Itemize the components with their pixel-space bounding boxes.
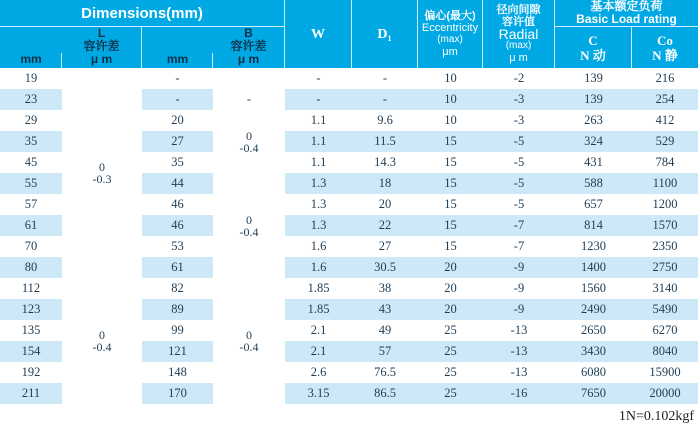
cell-d1: 57 — [352, 341, 418, 362]
cell-l-mm: 23 — [0, 89, 62, 110]
cell-d1: 14.3 — [374, 155, 396, 169]
header-ecc-um: μm — [442, 46, 458, 58]
cell-b-mm: 61 — [142, 257, 213, 278]
cell-b-mm: 170 — [142, 383, 213, 404]
header-w-label: W — [311, 26, 325, 42]
header-co-unit: N 静 — [652, 47, 678, 63]
header-c-label: C — [588, 32, 598, 48]
header-radial — [483, 0, 555, 68]
cell-w: - — [285, 89, 352, 110]
cell-b-mm: 44 — [142, 173, 213, 194]
header-c-dynamic — [555, 27, 632, 68]
header-radial-en: Radial — [498, 26, 539, 42]
header-l-mm-label: mm — [20, 52, 42, 66]
cell-radial: -9 — [483, 257, 555, 278]
header-basic-load-en: Basic Load rating — [576, 12, 677, 26]
cell-ecc: 25 — [418, 341, 483, 362]
cell-co: 2750 — [632, 257, 698, 278]
cell-b-mm: 46 — [142, 215, 213, 236]
header-basic-load-cn: 基本额定负荷 — [590, 0, 663, 13]
cell-w: 1.85 — [307, 281, 330, 295]
tolerance-cell: 0 -0.4 — [239, 328, 259, 354]
cell-co: 412 — [655, 113, 675, 127]
cell-radial: -3 — [483, 89, 555, 110]
cell-l-mm: 61 — [0, 215, 62, 236]
cell-c: 2490 — [555, 299, 632, 320]
cell-c: 431 — [584, 155, 603, 169]
cell-co: 1200 — [652, 197, 678, 211]
cell-d1: 11.5 — [352, 131, 418, 152]
cell-c: 2650 — [581, 323, 606, 337]
header-d1 — [352, 0, 418, 68]
cell-d1: 30.5 — [352, 257, 418, 278]
cell-w: 1.1 — [310, 155, 327, 169]
header-b-mm-label: mm — [166, 52, 189, 66]
header-w — [285, 0, 352, 68]
cell-radial: -16 — [483, 383, 555, 404]
cell-b-mm: 148 — [168, 365, 187, 379]
cell-l-mm: 112 — [21, 281, 41, 295]
cell-d1: 86.5 — [352, 383, 418, 404]
cell-co: 8040 — [632, 341, 698, 362]
cell-l-mm: 70 — [24, 239, 38, 253]
cell-co: 216 — [655, 71, 675, 85]
cell-b-mm: 53 — [171, 239, 184, 253]
cell-co: 15900 — [649, 365, 681, 379]
table-header — [0, 0, 698, 68]
cell-w: - — [316, 71, 321, 85]
header-radial-max: (max) — [505, 40, 532, 51]
cell-co: 784 — [655, 155, 675, 169]
cell-d1: - — [382, 71, 388, 85]
cell-radial: -5 — [483, 173, 555, 194]
cell-co: 20000 — [632, 383, 698, 404]
header-basic-load — [555, 0, 698, 27]
header-l-mm — [0, 27, 62, 68]
cell-co: 254 — [632, 89, 698, 110]
cell-c: 6080 — [581, 365, 606, 379]
cell-d1: 43 — [352, 299, 418, 320]
header-b-tol-label: 容许差 — [230, 39, 267, 53]
header-b-tolerance — [213, 27, 285, 68]
cell-c: 324 — [555, 131, 632, 152]
cell-b-mm: 89 — [142, 299, 213, 320]
cell-c: 263 — [584, 113, 603, 127]
cell-b-mm: 46 — [171, 197, 184, 211]
header-ecc-en: Eccentricity — [421, 22, 479, 34]
cell-co: 3140 — [652, 281, 678, 295]
cell-ecc: 20 — [418, 257, 483, 278]
header-b-um-label: μ m — [237, 52, 260, 66]
cell-b-mm: 27 — [142, 131, 213, 152]
cell-l-mm: 123 — [0, 299, 62, 320]
header-l-tol-label: 容许差 — [83, 39, 120, 53]
header-radial-cn2: 容许值 — [502, 16, 535, 28]
cell-c: 1560 — [581, 281, 606, 295]
cell-radial: -7 — [513, 239, 525, 253]
cell-w: 1.3 — [285, 173, 352, 194]
cell-l-mm: 29 — [24, 113, 38, 127]
cell-c: 1400 — [555, 257, 632, 278]
tolerance-cell: 0 -0.3 — [92, 160, 112, 186]
tolerance-cell: 0 -0.4 — [239, 128, 259, 155]
cell-radial: -13 — [483, 341, 555, 362]
cell-w: 2.6 — [310, 365, 327, 379]
cell-l-mm: 192 — [21, 365, 41, 379]
cell-l-mm: 57 — [24, 197, 38, 211]
header-radial-cn1: 径向间隙 — [496, 4, 541, 16]
cell-ecc: 25 — [444, 323, 457, 337]
cell-l-mm: 80 — [0, 257, 62, 278]
cell-c: 139 — [555, 89, 632, 110]
cell-c: 7650 — [555, 383, 632, 404]
cell-l-mm: 35 — [0, 131, 62, 152]
table-footer — [0, 404, 698, 430]
cell-c: 588 — [555, 173, 632, 194]
cell-b-mm: - — [142, 89, 213, 110]
cell-b-mm: 121 — [142, 341, 213, 362]
cell-ecc: 15 — [418, 173, 483, 194]
header-co-label: Co — [657, 32, 673, 48]
cell-c: 1230 — [581, 239, 606, 253]
cell-w: 1.3 — [285, 215, 352, 236]
cell-d1: 18 — [352, 173, 418, 194]
cell-radial: -3 — [513, 113, 525, 127]
cell-l-mm: 55 — [0, 173, 62, 194]
cell-w: 3.15 — [285, 383, 352, 404]
cell-radial: -5 — [513, 155, 525, 169]
cell-radial: -9 — [513, 281, 525, 295]
cell-d1: 76.5 — [374, 365, 396, 379]
cell-radial: -2 — [513, 71, 525, 85]
cell-ecc: 25 — [418, 383, 483, 404]
header-ecc-max: (max) — [437, 34, 463, 45]
cell-c: 657 — [584, 197, 603, 211]
cell-b-um — [213, 68, 285, 89]
header-d1-label: D₁ — [377, 26, 392, 42]
cell-ecc: 10 — [444, 113, 457, 127]
cell-radial: -5 — [483, 131, 555, 152]
cell-ecc: 20 — [418, 299, 483, 320]
header-l-label: L — [97, 26, 106, 40]
cell-ecc: 15 — [418, 131, 483, 152]
cell-b-mm: - — [175, 71, 180, 85]
cell-d1: 20 — [378, 197, 392, 211]
cell-ecc: 25 — [444, 365, 457, 379]
unit-note: 1N=0.102kgf — [618, 409, 694, 424]
cell-c: 814 — [555, 215, 632, 236]
header-dimensions — [0, 0, 285, 27]
cell-ecc: 15 — [444, 197, 457, 211]
table-body — [0, 68, 698, 404]
cell-w: 1.6 — [285, 257, 352, 278]
header-l-tolerance — [62, 27, 142, 68]
cell-ecc: 10 — [418, 89, 483, 110]
cell-b-um: - — [246, 92, 252, 106]
cell-w: 1.1 — [285, 131, 352, 152]
cell-co: 529 — [632, 131, 698, 152]
cell-c: 139 — [584, 71, 603, 85]
cell-c: 3430 — [555, 341, 632, 362]
cell-d1: 9.6 — [377, 113, 393, 127]
cell-d1: 22 — [352, 215, 418, 236]
cell-radial: -9 — [483, 299, 555, 320]
cell-co: 6270 — [652, 323, 678, 337]
cell-ecc: 15 — [444, 239, 457, 253]
cell-radial: -5 — [513, 197, 525, 211]
header-c-unit: N 动 — [580, 47, 606, 63]
cell-d1: 27 — [378, 239, 392, 253]
cell-radial: -7 — [483, 215, 555, 236]
header-l-um-label: μ m — [90, 52, 113, 66]
cell-ecc: 15 — [418, 215, 483, 236]
cell-b-mm: 82 — [171, 281, 184, 295]
cell-b-mm: 99 — [171, 323, 184, 337]
header-dimensions-label: Dimensions(mm) — [81, 4, 203, 22]
cell-w: 1.85 — [285, 299, 352, 320]
cell-co: 1570 — [632, 215, 698, 236]
cell-d1: - — [352, 89, 418, 110]
cell-l-mm: 154 — [0, 341, 62, 362]
header-b-label: B — [244, 26, 253, 40]
header-radial-um: μ m — [509, 52, 528, 64]
cell-ecc: 10 — [444, 71, 457, 85]
cell-w: 1.6 — [310, 239, 327, 253]
cell-d1: 38 — [378, 281, 392, 295]
cell-l-mm: 135 — [21, 323, 41, 337]
cell-w: 2.1 — [285, 341, 352, 362]
cell-b-mm: 20 — [171, 113, 184, 127]
tolerance-cell: 0 -0.4 — [92, 328, 112, 354]
cell-co: 2350 — [652, 239, 678, 253]
tolerance-cell: 0 -0.4 — [239, 212, 259, 239]
cell-co: 1100 — [632, 173, 698, 194]
cell-l-mm: 211 — [0, 383, 62, 404]
cell-l-mm: 45 — [24, 155, 38, 169]
cell-ecc: 20 — [444, 281, 457, 295]
header-ecc-cn: 偏心(最大) — [424, 10, 476, 22]
header-eccentricity — [418, 0, 483, 68]
cell-l-mm: 19 — [24, 71, 38, 85]
header-b-mm — [142, 27, 213, 68]
cell-radial: -13 — [510, 365, 528, 379]
cell-d1: 49 — [378, 323, 392, 337]
cell-w: 1.1 — [310, 113, 327, 127]
cell-b-mm: 35 — [171, 155, 184, 169]
cell-radial: -13 — [510, 323, 528, 337]
cell-ecc: 15 — [444, 155, 457, 169]
cell-w: 1.3 — [310, 197, 327, 211]
cell-w: 2.1 — [310, 323, 327, 337]
cell-co: 5490 — [632, 299, 698, 320]
header-co-static — [632, 27, 698, 68]
